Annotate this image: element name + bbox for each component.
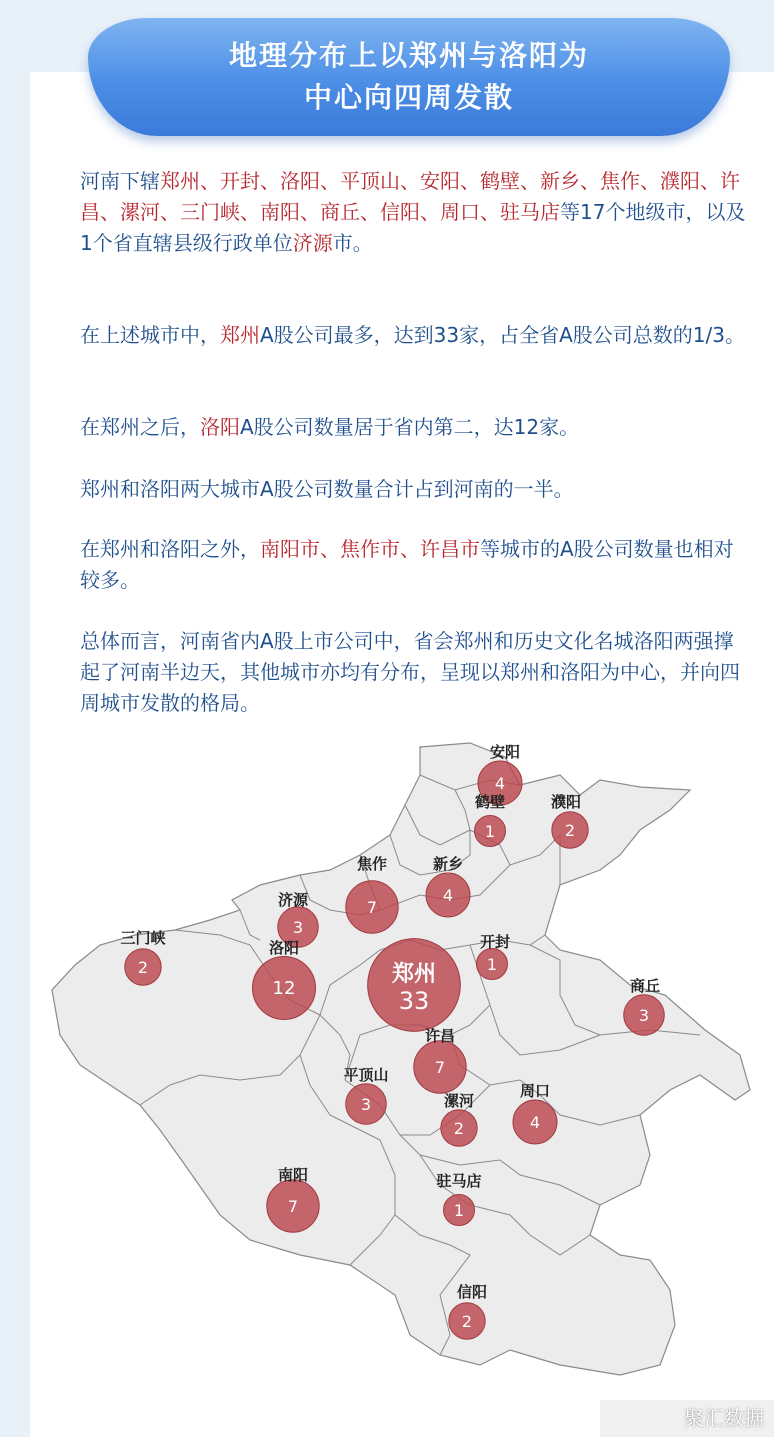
city-name: 信阳 bbox=[456, 1283, 488, 1301]
city-marker-7 bbox=[120, 929, 165, 985]
banner-title-line-1: 地理分布上以郑州与洛阳为 bbox=[228, 39, 589, 72]
city-count: 3 bbox=[292, 918, 304, 937]
paragraph-others bbox=[80, 534, 750, 596]
city-name: 安阳 bbox=[489, 743, 521, 761]
text-run: 总体而言，河南省内A股上市公司中，省会郑州和历史文化名城洛阳两强撑起了河南半边天，其他城市亦均有分布，呈现以郑州和洛阳为中心，并向四周城市发散的格局。 bbox=[80, 629, 740, 715]
paragraph-cities bbox=[80, 166, 750, 259]
highlighted-text: 济源 bbox=[292, 231, 333, 255]
city-marker-10 bbox=[477, 933, 511, 980]
city-count: 3 bbox=[360, 1095, 372, 1114]
city-name: 焦作 bbox=[356, 855, 388, 873]
city-name: 南阳 bbox=[277, 1166, 309, 1184]
paragraph-luoyang bbox=[80, 412, 750, 443]
city-name: 许昌 bbox=[424, 1027, 456, 1045]
city-count: 4 bbox=[494, 774, 506, 793]
text-run: 河南下辖 bbox=[80, 169, 160, 193]
city-name: 平顶山 bbox=[343, 1066, 389, 1084]
text-run: A股公司最多，达到33家，占全省A股公司总数的1/3。 bbox=[260, 323, 745, 347]
city-name: 周口 bbox=[519, 1082, 551, 1100]
city-count: 4 bbox=[529, 1113, 541, 1132]
text-run: 郑州和洛阳两大城市A股公司数量合计占到河南的一半。 bbox=[80, 477, 574, 501]
city-name: 三门峡 bbox=[120, 929, 166, 947]
province-outline bbox=[52, 743, 750, 1375]
city-name: 洛阳 bbox=[268, 939, 300, 957]
city-count: 7 bbox=[287, 1197, 299, 1216]
city-count: 1 bbox=[486, 955, 498, 974]
city-count: 1 bbox=[453, 1201, 465, 1220]
text-run: 等17个地级市，以及1个省直辖县级行政单位 bbox=[80, 200, 746, 255]
text-run: A股公司数量居于省内第二，达12家。 bbox=[240, 415, 580, 439]
city-marker-11 bbox=[624, 977, 665, 1035]
paragraph-zhengzhou bbox=[80, 320, 750, 351]
highlighted-text: 郑州、开封、洛阳、平顶山、安阳、鹤壁、新乡、焦作、濮阳、许昌、漯河、三门峡、南阳、商丘、信阳、周口、驻马店 bbox=[80, 169, 740, 224]
city-name: 鹤壁 bbox=[474, 793, 506, 811]
city-marker-14 bbox=[441, 1092, 477, 1146]
paragraph-summary bbox=[80, 626, 750, 719]
city-count: 7 bbox=[434, 1058, 446, 1077]
city-name: 濮阳 bbox=[550, 793, 582, 811]
henan-map bbox=[0, 735, 774, 1400]
city-count: 12 bbox=[272, 978, 296, 999]
city-count: 2 bbox=[453, 1119, 465, 1138]
text-run: 等城市的A股公司数量也相对较多。 bbox=[80, 537, 734, 592]
city-name: 郑州 bbox=[391, 962, 437, 987]
city-name: 开封 bbox=[479, 933, 511, 951]
paragraph-combined bbox=[80, 474, 750, 505]
city-count: 7 bbox=[366, 898, 378, 917]
city-marker-9 bbox=[368, 939, 461, 1032]
city-count: 2 bbox=[137, 958, 149, 977]
city-marker-2 bbox=[474, 793, 506, 847]
city-count: 2 bbox=[564, 821, 576, 840]
city-count: 1 bbox=[484, 822, 496, 841]
city-count: 3 bbox=[638, 1006, 650, 1025]
city-name: 驻马店 bbox=[436, 1172, 482, 1190]
city-marker-13 bbox=[343, 1066, 388, 1124]
city-name: 商丘 bbox=[629, 977, 661, 995]
text-run: 在上述城市中， bbox=[80, 323, 220, 347]
highlighted-text: 郑州 bbox=[220, 323, 260, 347]
city-name: 济源 bbox=[277, 891, 309, 909]
title-banner bbox=[88, 18, 730, 136]
city-count: 4 bbox=[442, 886, 454, 905]
city-name: 新乡 bbox=[432, 855, 464, 873]
text-run: 在郑州和洛阳之外， bbox=[80, 537, 260, 561]
highlighted-text: 洛阳 bbox=[200, 415, 240, 439]
watermark: 聚汇数据 bbox=[600, 1400, 774, 1437]
city-name: 漯河 bbox=[443, 1092, 475, 1110]
city-count: 2 bbox=[461, 1312, 473, 1331]
text-run: 在郑州之后， bbox=[80, 415, 200, 439]
text-run: 市。 bbox=[332, 231, 373, 255]
banner-title-line-2: 中心向四周发散 bbox=[303, 81, 514, 114]
highlighted-text: 南阳市、焦作市、许昌市 bbox=[260, 537, 480, 561]
city-count: 33 bbox=[398, 987, 430, 1015]
